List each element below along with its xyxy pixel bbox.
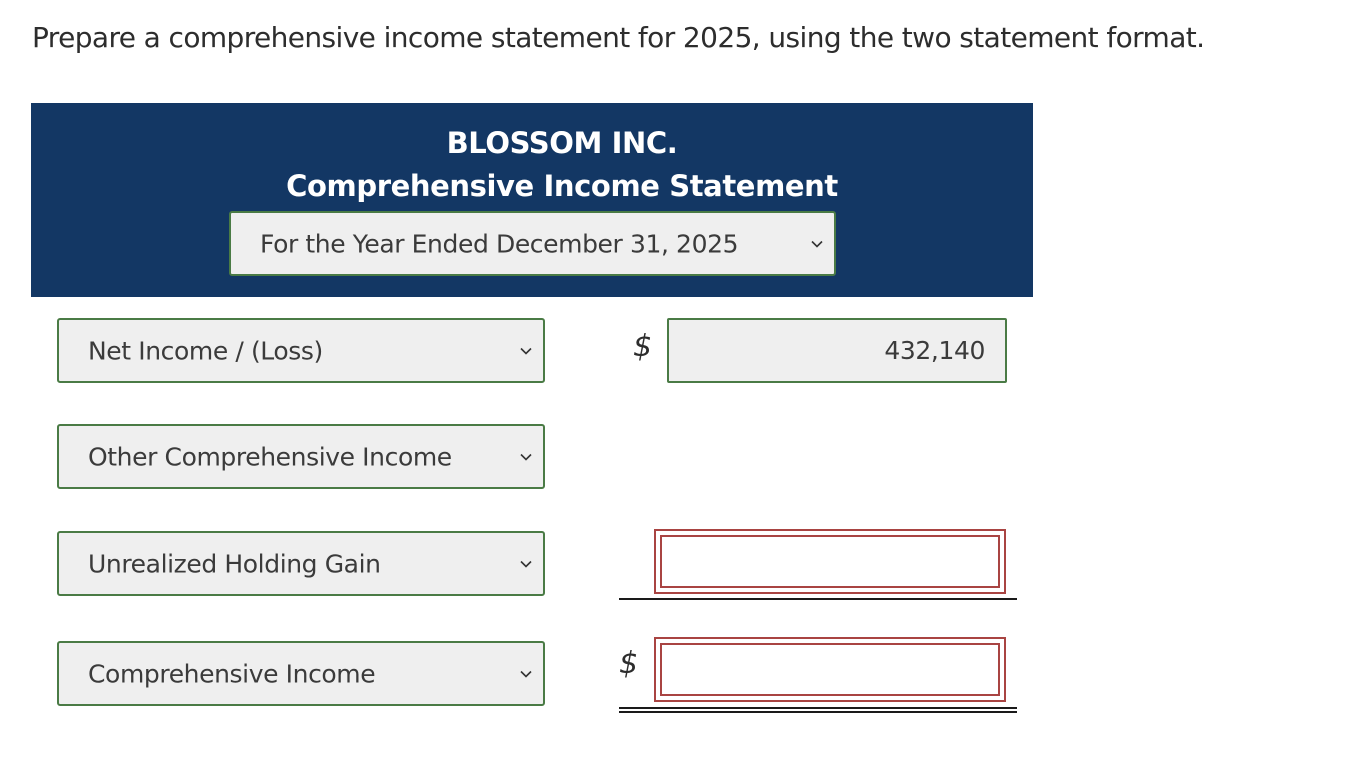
row-label: Unrealized Holding Gain <box>88 549 381 578</box>
chevron-down-icon <box>519 344 533 358</box>
double-underline-bottom <box>619 711 1017 713</box>
statement-header <box>31 103 1033 297</box>
net-income-amount-field[interactable]: 432,140 <box>667 318 1007 383</box>
row-label-select-unrealized-holding-gain[interactable] <box>57 531 545 596</box>
chevron-down-icon <box>519 450 533 464</box>
row-label: Comprehensive Income <box>88 659 376 688</box>
company-name: BLOSSOM INC. <box>446 126 678 160</box>
dollar-sign: $ <box>633 329 653 364</box>
chevron-down-icon <box>519 557 533 571</box>
instruction-text: Prepare a comprehensive income statement for 2025, using the two statement format. <box>32 21 1205 54</box>
input-error-outline <box>660 535 1000 588</box>
row-label: Net Income / (Loss) <box>88 336 323 365</box>
row-label-select-comprehensive-income[interactable] <box>57 641 545 706</box>
chevron-down-icon <box>519 667 533 681</box>
dollar-sign: $ <box>619 646 639 681</box>
period-select[interactable] <box>229 211 836 276</box>
statement-title: Comprehensive Income Statement <box>286 169 838 203</box>
period-select-value: For the Year Ended December 31, 2025 <box>260 229 739 258</box>
chevron-down-icon <box>810 237 824 251</box>
comprehensive-income-amount-input[interactable] <box>654 637 1006 702</box>
row-label-select-other-comprehensive-income[interactable] <box>57 424 545 489</box>
single-underline <box>619 598 1017 600</box>
input-error-outline <box>660 643 1000 696</box>
row-label-select-net-income[interactable] <box>57 318 545 383</box>
double-underline-top <box>619 707 1017 709</box>
unrealized-holding-gain-amount-input[interactable] <box>654 529 1006 594</box>
row-label: Other Comprehensive Income <box>88 442 452 471</box>
